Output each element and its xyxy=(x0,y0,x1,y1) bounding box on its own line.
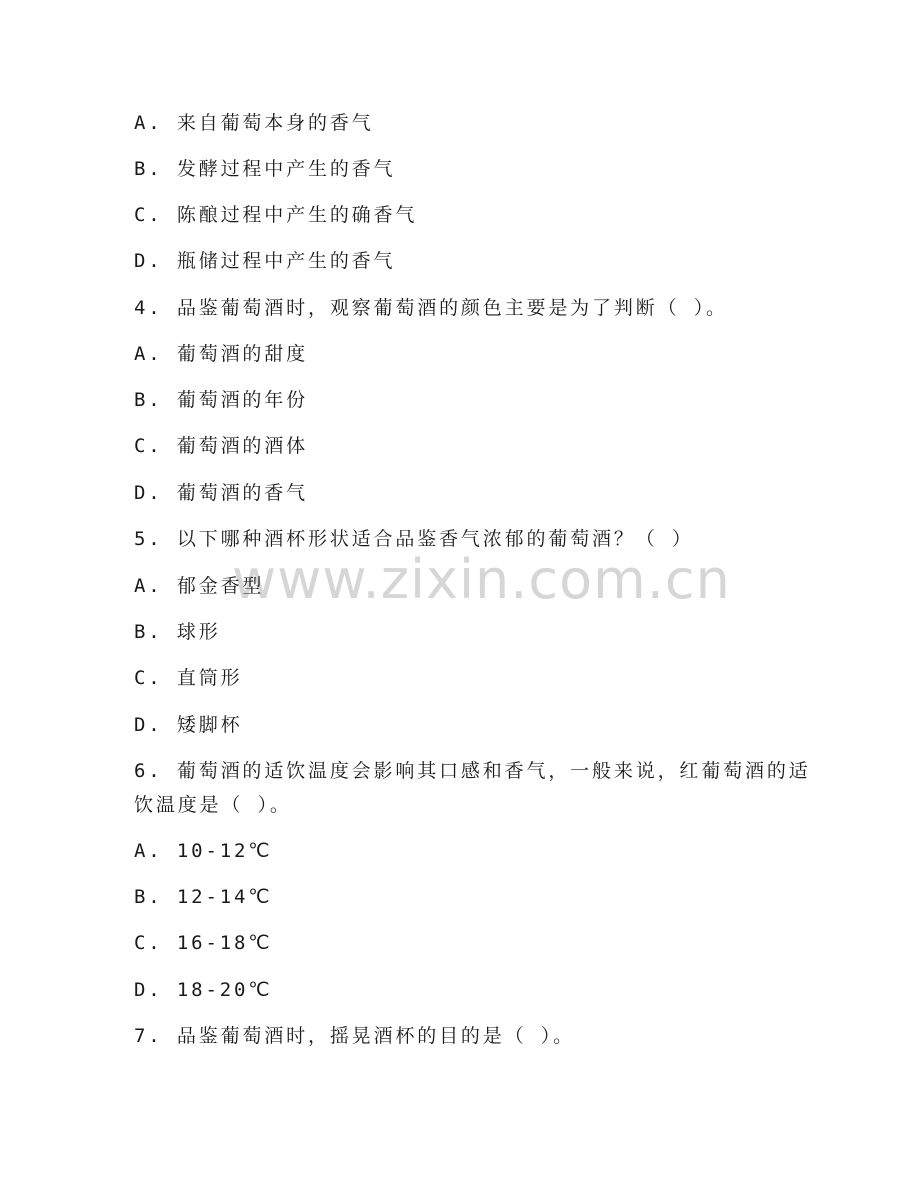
option-line: B. 球形 xyxy=(134,621,221,643)
question-line-continued: 饮温度是（ ）。 xyxy=(134,794,292,816)
option-line: B. 发酵过程中产生的香气 xyxy=(134,158,396,180)
option-line: B. 12-14℃ xyxy=(134,886,273,908)
question-line: 5. 以下哪种酒杯形状适合品鉴香气浓郁的葡萄酒？（ ） xyxy=(134,528,694,550)
option-line: C. 葡萄酒的酒体 xyxy=(134,435,308,457)
option-line: D. 18-20℃ xyxy=(134,979,273,1001)
option-line: C. 16-18℃ xyxy=(134,932,273,954)
option-line: C. 陈酿过程中产生的确香气 xyxy=(134,204,418,226)
option-line: D. 瓶储过程中产生的香气 xyxy=(134,250,396,272)
option-line: B. 葡萄酒的年份 xyxy=(134,389,308,411)
option-line: D. 矮脚杯 xyxy=(134,714,243,736)
option-line: C. 直筒形 xyxy=(134,667,243,689)
option-line: A. 来自葡萄本身的香气 xyxy=(134,112,374,134)
watermark: www.zixin.com.cn xyxy=(232,548,731,611)
option-line: A. 葡萄酒的甜度 xyxy=(134,343,308,365)
option-line: A. 10-12℃ xyxy=(134,840,273,862)
option-line: A. 郁金香型 xyxy=(134,575,265,597)
question-line: 7. 品鉴葡萄酒时，摇晃酒杯的目的是（ ）。 xyxy=(134,1025,575,1047)
option-line: D. 葡萄酒的香气 xyxy=(134,482,308,504)
question-line: 6. 葡萄酒的适饮温度会影响其口感和香气，一般来说，红葡萄酒的适 xyxy=(134,760,811,782)
question-line: 4. 品鉴葡萄酒时，观察葡萄酒的颜色主要是为了判断（ ）。 xyxy=(134,297,728,319)
